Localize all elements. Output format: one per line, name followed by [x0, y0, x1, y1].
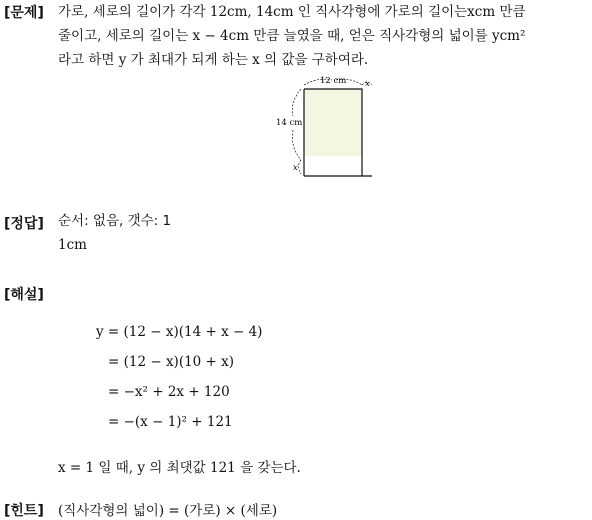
answer-order-count: 순서: 없음, 갯수: 1: [58, 213, 172, 229]
shaded-region: [304, 89, 362, 156]
left-x-brace: [299, 160, 302, 174]
solution-label: [해설]: [4, 287, 44, 303]
rectangle-figure: [268, 72, 378, 182]
answer-label: [정답]: [4, 216, 44, 232]
top-x-label: x: [365, 79, 370, 89]
equation-line-4: = −(x − 1)² + 121: [108, 414, 233, 430]
problem-label: [문제]: [4, 5, 44, 21]
equation-line-1: y = (12 − x)(14 + x − 4): [96, 324, 263, 340]
top-length-label: 12 cm: [320, 76, 347, 86]
left-length-label: 14 cm: [276, 118, 303, 128]
solution-conclusion: x = 1 일 때, y 의 최댓값 121 을 갖는다.: [58, 460, 301, 476]
hint-text: (직사각형의 넓이) = (가로) × (세로): [58, 503, 278, 519]
problem-line-1: 가로, 세로의 길이가 각각 12cm, 14cm 인 직사각형에 가로의 길이는xcm 만큼: [58, 4, 526, 20]
answer-value: 1cm: [58, 237, 87, 253]
problem-line-3: 라고 하면 y 가 최대가 되게 하는 x 의 값을 구하여라.: [58, 52, 369, 68]
problem-text: [58, 0, 588, 72]
equation-line-2: = (12 − x)(10 + x): [108, 354, 235, 370]
problem-line-2: 줄이고, 세로의 길이는 x − 4cm 만큼 늘였을 때, 얻은 직사각형의 넓이를 ycm²: [58, 28, 526, 44]
left-x-label: x: [293, 163, 298, 173]
answer-text: [58, 209, 171, 257]
equation-line-3: = −x² + 2x + 120: [108, 384, 230, 400]
hint-label: [힌트]: [4, 503, 44, 519]
